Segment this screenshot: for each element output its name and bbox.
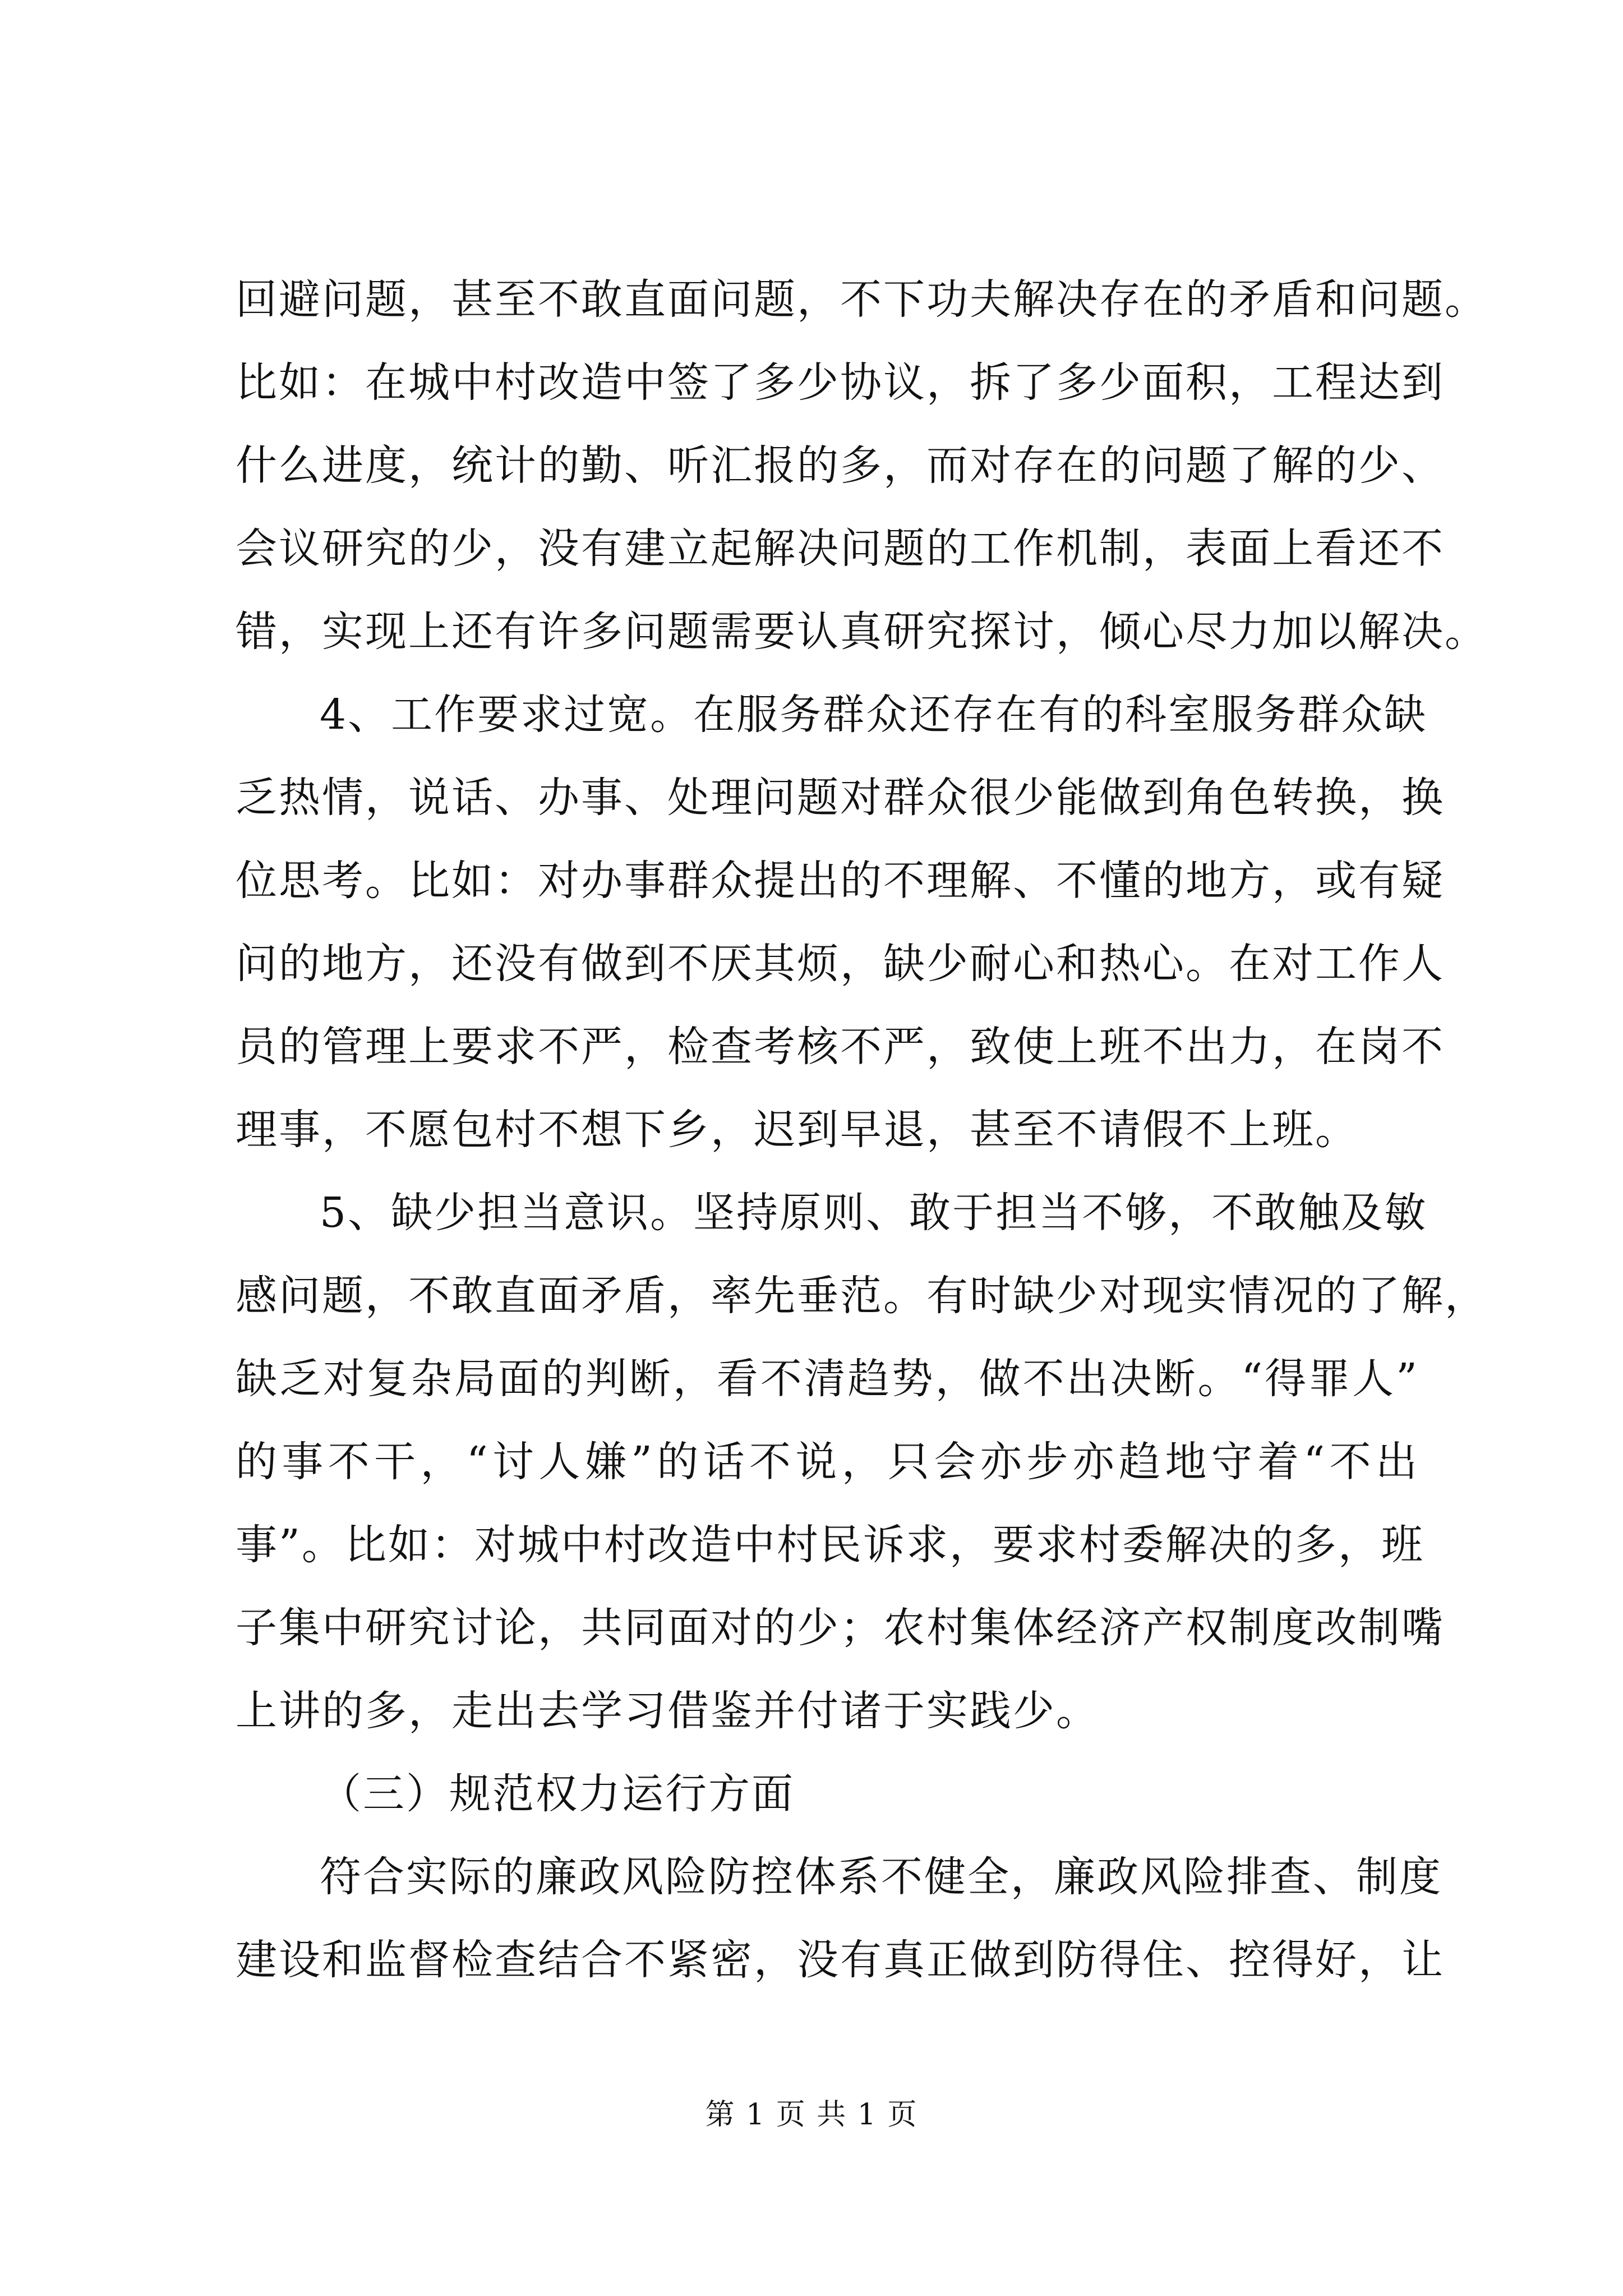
text-line: 错，实现上还有许多问题需要认真研究探讨，倾心尽力加以解决。 — [236, 608, 1488, 656]
text-line: 事”。比如：对城中村改造中村民诉求，要求村委解决的多，班 — [236, 1521, 1424, 1569]
text-line: 比如：在城中村改造中签了多少协议，拆了多少面积，工程达到 — [236, 358, 1445, 407]
text-line: 缺乏对复杂局面的判断，看不清趋势，做不出决断。“得罪人” — [236, 1355, 1419, 1403]
text-line: 的事不干，“讨人嫌”的话不说，只会亦步亦趋地守着“不出 — [236, 1438, 1419, 1486]
document-body — [236, 258, 1488, 2001]
section-heading: （三）规范权力运行方面 — [320, 1770, 795, 1818]
text-line: 会议研究的少，没有建立起解决问题的工作机制，表面上看还不 — [236, 524, 1445, 573]
text-line: 问的地方，还没有做到不厌其烦，缺少耐心和热心。在对工作人 — [236, 940, 1445, 988]
text-line: 位思考。比如：对办事群众提出的不理解、不懂的地方，或有疑 — [236, 857, 1445, 905]
paragraph-start-line: 符合实际的廉政风险防控体系不健全，廉政风险排查、制度 — [320, 1853, 1442, 1901]
text-line: 什么进度，统计的勤、听汇报的多，而对存在的问题了解的少、 — [236, 441, 1445, 490]
paragraph-start-line: 4、工作要求过宽。在服务群众还存在有的科室服务群众缺 — [320, 691, 1428, 739]
text-line: 员的管理上要求不严，检查考核不严，致使上班不出力，在岗不 — [236, 1023, 1445, 1071]
text-line: 感问题，不敢直面矛盾，率先垂范。有时缺少对现实情况的了解， — [236, 1272, 1488, 1320]
text-line: 上讲的多，走出去学习借鉴并付诸于实践少。 — [236, 1687, 1099, 1735]
text-line: 乏热情，说话、办事、处理问题对群众很少能做到角色转换，换 — [236, 774, 1445, 822]
text-line: 建设和监督检查结合不紧密，没有真正做到防得住、控得好，让 — [236, 1936, 1445, 1984]
text-line: 理事，不愿包村不想下乡，迟到早退，甚至不请假不上班。 — [236, 1106, 1358, 1154]
text-line: 回避问题，甚至不敢直面问题，不下功夫解决存在的矛盾和问题。 — [236, 275, 1488, 324]
paragraph-start-line: 5、缺少担当意识。坚持原则、敢于担当不够，不敢触及敏 — [320, 1189, 1428, 1237]
text-line: 子集中研究讨论，共同面对的少；农村集体经济产权制度改制嘴 — [236, 1604, 1445, 1652]
page-footer: 第 1 页 共 1 页 — [705, 2098, 918, 2132]
